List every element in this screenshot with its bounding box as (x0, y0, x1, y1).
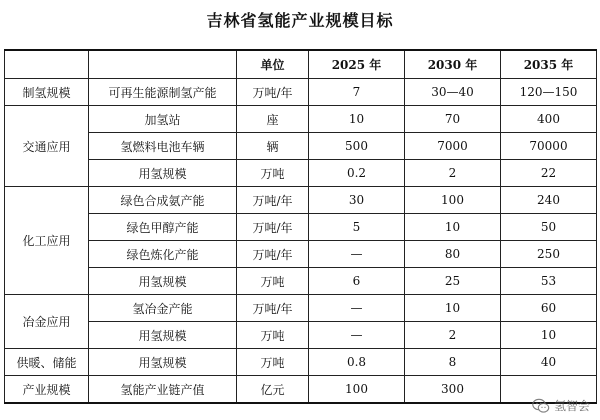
value-2030-cell: 10 (405, 295, 501, 322)
value-2025-cell: 10 (309, 106, 405, 133)
value-2035-cell: 240 (501, 187, 597, 214)
value-2030-cell: 7000 (405, 133, 501, 160)
value-2025-cell: — (309, 322, 405, 349)
category-cell: 化工应用 (5, 187, 89, 295)
header-2035: 2035 年 (501, 50, 597, 79)
item-cell: 绿色炼化产能 (89, 241, 237, 268)
item-cell: 用氢规模 (89, 322, 237, 349)
category-cell: 产业规模 (5, 376, 89, 404)
value-2025-cell: 30 (309, 187, 405, 214)
value-2030-cell: 2 (405, 160, 501, 187)
table-row (5, 79, 597, 106)
value-2025-cell: 0.2 (309, 160, 405, 187)
value-2025-cell: 0.8 (309, 349, 405, 376)
unit-cell: 万吨/年 (237, 295, 309, 322)
unit-cell: 万吨 (237, 268, 309, 295)
value-2035-cell: 22 (501, 160, 597, 187)
unit-cell: 万吨/年 (237, 241, 309, 268)
table-row (5, 160, 597, 187)
value-2025-cell: 6 (309, 268, 405, 295)
value-2030-cell: 70 (405, 106, 501, 133)
value-2035-cell: 60 (501, 295, 597, 322)
item-cell: 可再生能源制氢产能 (89, 79, 237, 106)
value-2030-cell: 25 (405, 268, 501, 295)
value-2030-cell: 30—40 (405, 79, 501, 106)
item-cell: 用氢规模 (89, 349, 237, 376)
category-cell: 冶金应用 (5, 295, 89, 349)
header-unit: 单位 (237, 50, 309, 79)
value-2030-cell: 10 (405, 214, 501, 241)
wechat-icon (532, 398, 550, 414)
value-2030-cell: 300 (405, 376, 501, 404)
value-2035-cell: 50 (501, 214, 597, 241)
value-2035-cell: 53 (501, 268, 597, 295)
table-row (5, 106, 597, 133)
header-2030: 2030 年 (405, 50, 501, 79)
header-item (89, 50, 237, 79)
value-2030-cell: 100 (405, 187, 501, 214)
value-2035-cell: 120—150 (501, 79, 597, 106)
table-row (5, 349, 597, 376)
item-cell: 绿色甲醇产能 (89, 214, 237, 241)
item-cell: 用氢规模 (89, 160, 237, 187)
item-cell: 氢能产业链产值 (89, 376, 237, 404)
item-cell: 绿色合成氨产能 (89, 187, 237, 214)
value-2025-cell: 100 (309, 376, 405, 404)
table-row (5, 268, 597, 295)
table-row (5, 376, 597, 404)
value-2025-cell: 5 (309, 214, 405, 241)
unit-cell: 万吨 (237, 322, 309, 349)
table-row (5, 295, 597, 322)
value-2025-cell: — (309, 295, 405, 322)
unit-cell: 万吨/年 (237, 187, 309, 214)
unit-cell: 辆 (237, 133, 309, 160)
unit-cell: 亿元 (237, 376, 309, 404)
value-2030-cell: 2 (405, 322, 501, 349)
item-cell: 用氢规模 (89, 268, 237, 295)
unit-cell: 座 (237, 106, 309, 133)
value-2035-cell: 70000 (501, 133, 597, 160)
table-row (5, 322, 597, 349)
targets-table (4, 49, 597, 404)
item-cell: 氢燃料电池车辆 (89, 133, 237, 160)
value-2025-cell: 500 (309, 133, 405, 160)
value-2025-cell: — (309, 241, 405, 268)
table-row (5, 241, 597, 268)
item-cell: 加氢站 (89, 106, 237, 133)
value-2030-cell: 80 (405, 241, 501, 268)
value-2035-cell: 250 (501, 241, 597, 268)
table-header-row (5, 50, 597, 79)
header-2025: 2025 年 (309, 50, 405, 79)
page-title: 吉林省氢能产业规模目标 (206, 11, 394, 30)
category-cell: 交通应用 (5, 106, 89, 187)
value-2035-cell: 400 (501, 106, 597, 133)
table-row (5, 214, 597, 241)
category-cell: 制氢规模 (5, 79, 89, 106)
value-2035-cell: 40 (501, 349, 597, 376)
value-2025-cell: 7 (309, 79, 405, 106)
watermark-text: 氢智会 (553, 399, 590, 413)
table-row (5, 133, 597, 160)
category-cell: 供暖、储能 (5, 349, 89, 376)
unit-cell: 万吨/年 (237, 214, 309, 241)
value-2035-cell: 10 (501, 322, 597, 349)
item-cell: 氢冶金产能 (89, 295, 237, 322)
header-category (5, 50, 89, 79)
value-2030-cell: 8 (405, 349, 501, 376)
unit-cell: 万吨 (237, 160, 309, 187)
table-row (5, 187, 597, 214)
unit-cell: 万吨/年 (237, 79, 309, 106)
unit-cell: 万吨 (237, 349, 309, 376)
watermark (532, 397, 590, 414)
